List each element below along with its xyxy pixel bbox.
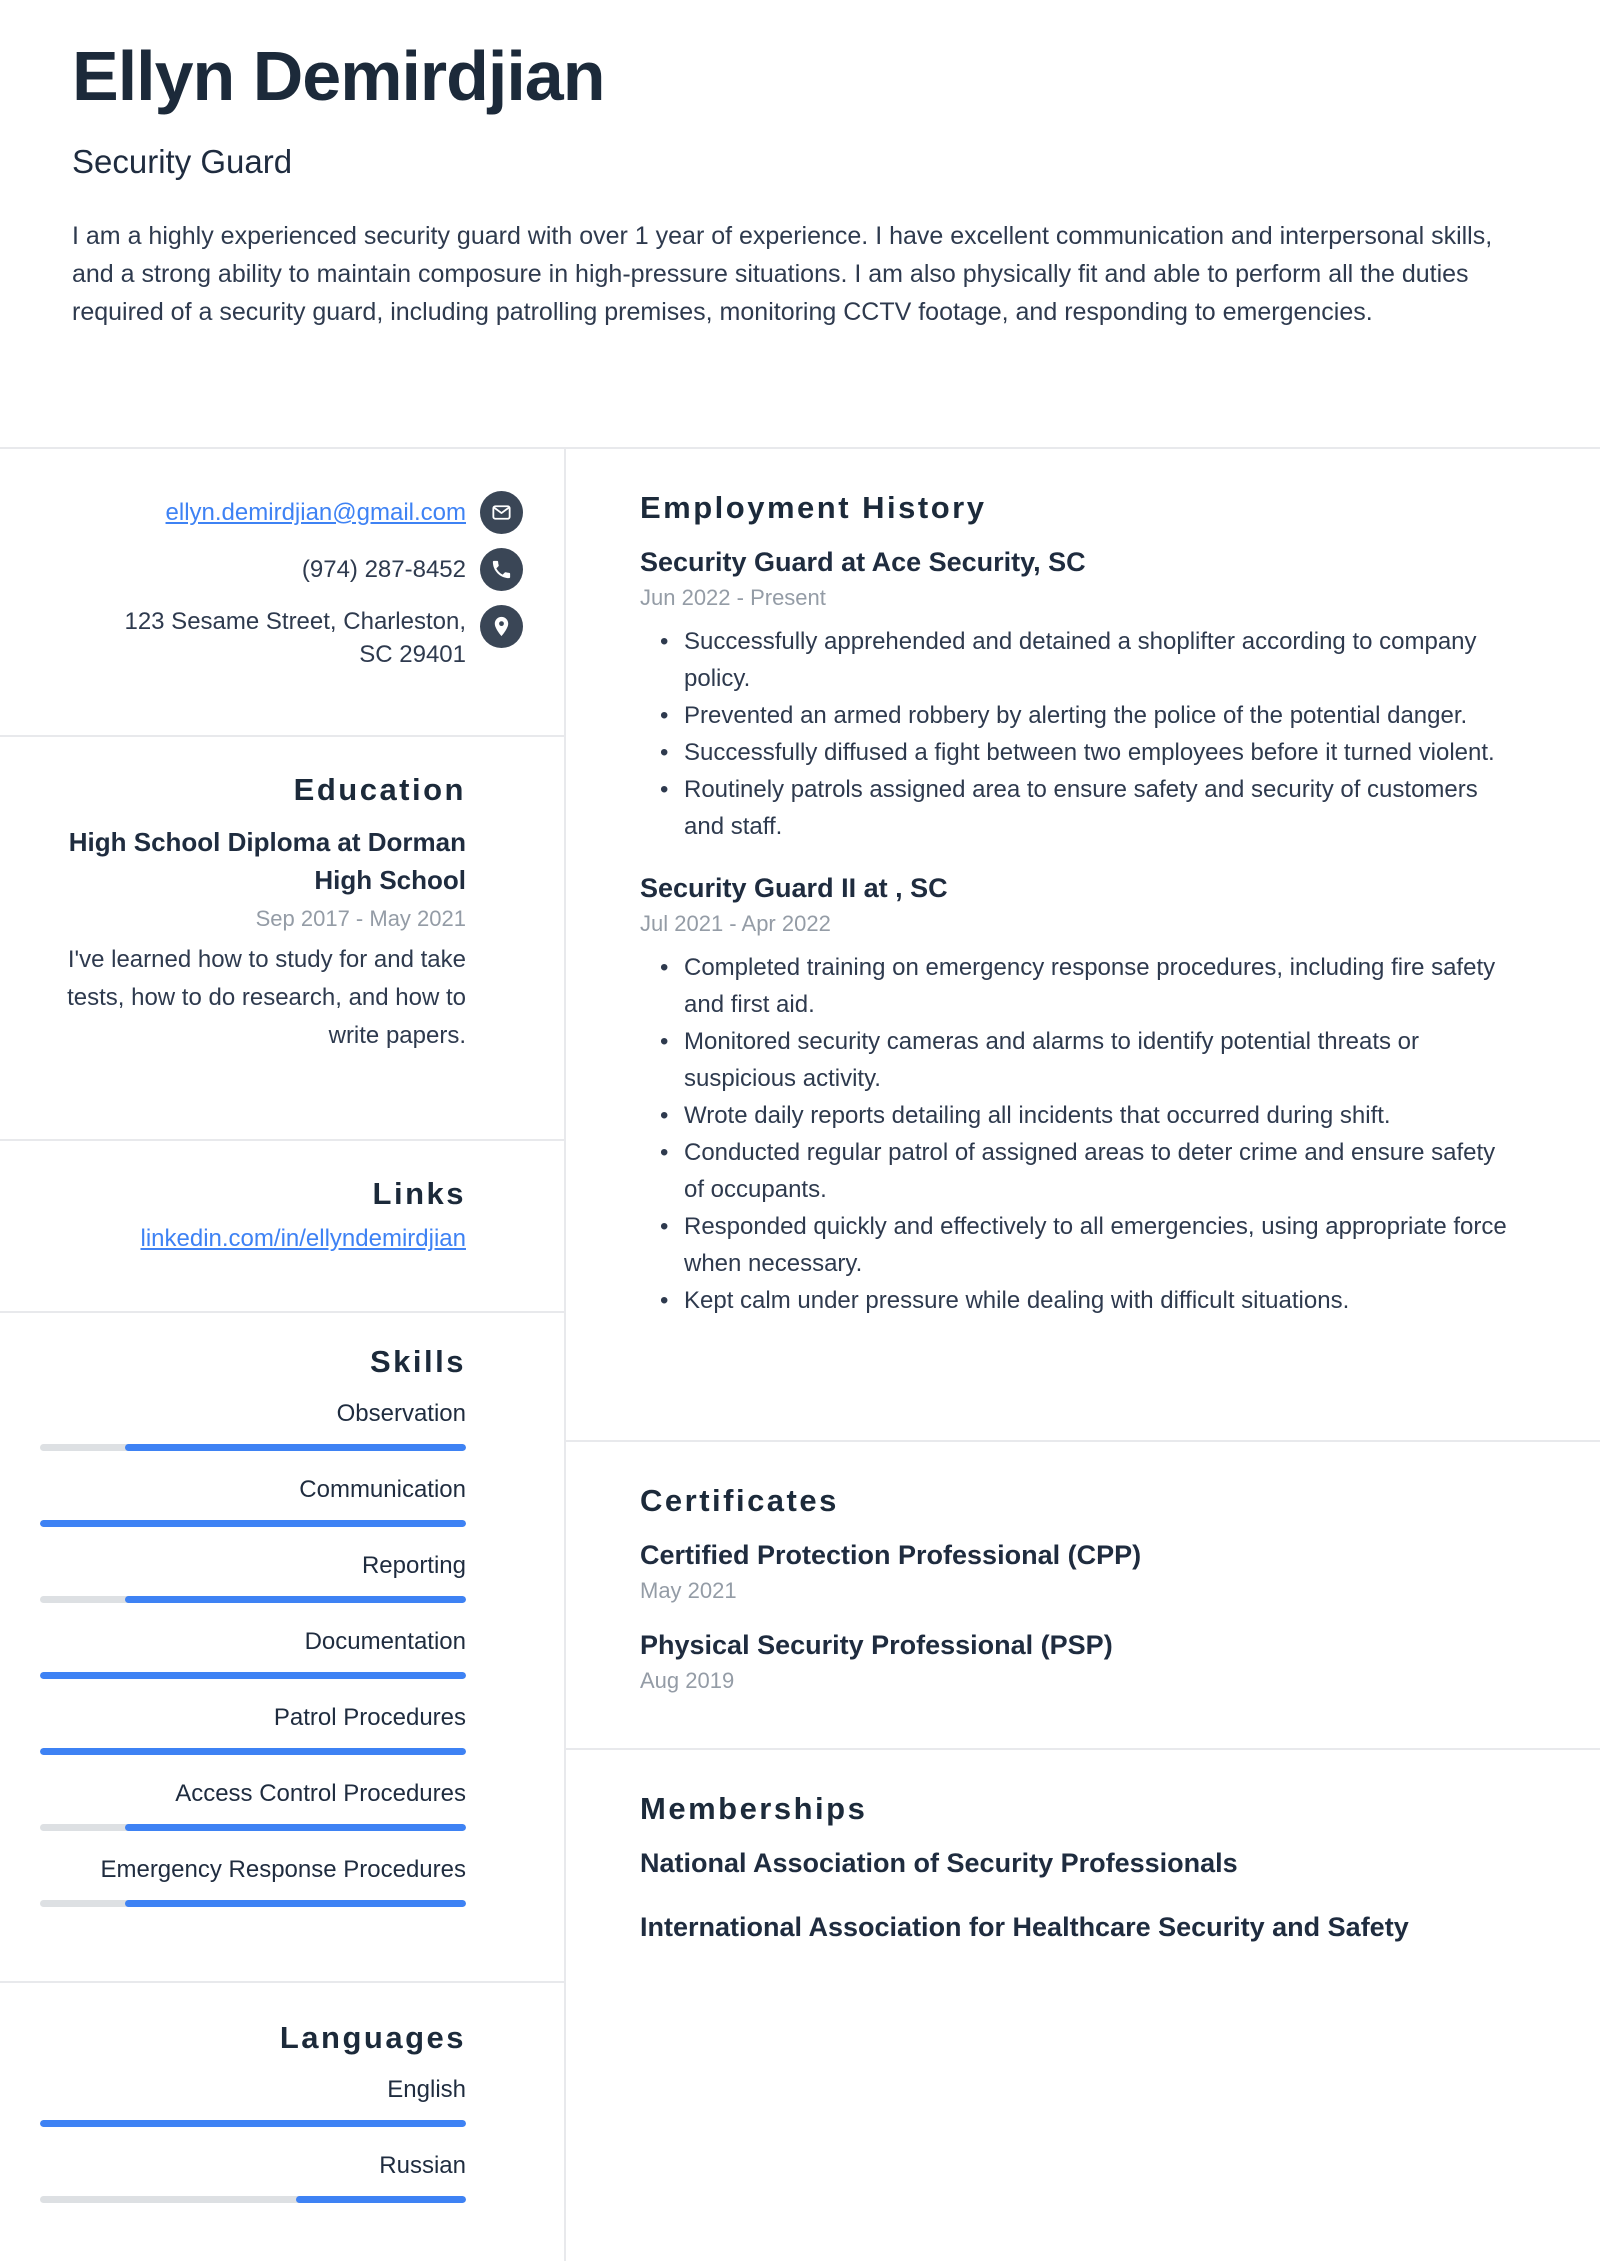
job-bullet: • Kept calm under pressure while dealing with difficult situations. bbox=[640, 1282, 1520, 1319]
language-bar bbox=[40, 2196, 466, 2203]
contact-email-row bbox=[40, 491, 523, 534]
job-bullet: • Successfully diffused a fight between two employees before it turned violent. bbox=[640, 734, 1520, 771]
languages-section bbox=[0, 1983, 564, 2261]
skill-bar bbox=[40, 1824, 466, 1831]
job-bullets bbox=[640, 949, 1520, 1319]
link-row bbox=[40, 1225, 466, 1253]
skill-item bbox=[40, 1473, 466, 1527]
address-text bbox=[124, 605, 466, 671]
certificates-heading: Certificates bbox=[640, 1483, 839, 1518]
skills-section bbox=[0, 1313, 564, 1983]
employment-heading: Employment History bbox=[640, 490, 987, 525]
certificate-entry bbox=[640, 1538, 1520, 1606]
language-bar-fill bbox=[40, 2120, 466, 2127]
membership-title: International Association for Healthcare Security and Safety bbox=[640, 1912, 1409, 1942]
job-bullet: • Wrote daily reports detailing all incidents that occurred during shift. bbox=[640, 1097, 1520, 1134]
skill-item bbox=[40, 1777, 466, 1831]
skill-bar bbox=[40, 1520, 466, 1527]
skill-name: Patrol Procedures bbox=[273, 1704, 466, 1731]
skill-name: Reporting bbox=[361, 1552, 466, 1579]
candidate-job-title: Security Guard bbox=[72, 142, 293, 180]
location-icon bbox=[480, 605, 523, 648]
job-bullet: • Routinely patrols assigned area to ensure safety and security of customers and staff. bbox=[640, 771, 1520, 845]
language-item bbox=[40, 2149, 466, 2203]
language-bar-fill bbox=[296, 2196, 466, 2203]
skill-bar bbox=[40, 1672, 466, 1679]
skill-bar-fill bbox=[125, 1444, 466, 1451]
skill-bar bbox=[40, 1748, 466, 1755]
skill-bar bbox=[40, 1900, 466, 1907]
job-bullet: • Prevented an armed robbery by alerting the police of the potential danger. bbox=[640, 697, 1520, 734]
jobs-list bbox=[640, 545, 1520, 1319]
resume-body bbox=[0, 449, 1600, 2261]
email-icon bbox=[480, 491, 523, 534]
job-entry bbox=[640, 871, 1520, 1319]
membership-entry bbox=[640, 1910, 1520, 1944]
skill-bar-fill bbox=[40, 1748, 466, 1755]
address-line-2: SC 29401 bbox=[359, 641, 466, 668]
skills-heading: Skills bbox=[370, 1344, 466, 1379]
memberships-section bbox=[566, 1750, 1600, 1974]
language-name: English bbox=[387, 2076, 466, 2103]
contact-section bbox=[0, 449, 564, 737]
job-bullet: • Monitored security cameras and alarms to identify potential threats or suspicious activity. bbox=[640, 1023, 1520, 1097]
skill-bar bbox=[40, 1444, 466, 1451]
membership-title: National Association of Security Professionals bbox=[640, 1848, 1238, 1878]
job-bullet: • Completed training on emergency response procedures, including fire safety and first aid. bbox=[640, 949, 1520, 1023]
skill-name: Communication bbox=[299, 1476, 466, 1503]
job-bullets bbox=[640, 623, 1520, 845]
languages-list bbox=[40, 2073, 466, 2203]
links-list bbox=[40, 1225, 466, 1253]
job-dates: Jun 2022 - Present bbox=[640, 585, 826, 610]
skill-name: Observation bbox=[336, 1400, 466, 1427]
resume-header bbox=[0, 0, 1600, 449]
education-section bbox=[0, 737, 564, 1141]
skill-item bbox=[40, 1701, 466, 1755]
candidate-name: Ellyn Demirdjian bbox=[72, 37, 605, 115]
contact-phone-row bbox=[40, 548, 523, 591]
email-link[interactable]: ellyn.demirdjian@gmail.com bbox=[165, 498, 466, 526]
job-bullet: • Conducted regular patrol of assigned areas to deter crime and ensure safety of occupants. bbox=[640, 1134, 1520, 1208]
job-entry bbox=[640, 545, 1520, 845]
skill-bar-fill bbox=[125, 1824, 466, 1831]
certificates-section bbox=[566, 1442, 1600, 1750]
address-line-1: 123 Sesame Street, Charleston, bbox=[124, 608, 466, 635]
language-name: Russian bbox=[379, 2152, 466, 2179]
memberships-heading: Memberships bbox=[640, 1791, 868, 1826]
skills-list bbox=[40, 1397, 466, 1907]
language-item bbox=[40, 2073, 466, 2127]
memberships-list bbox=[640, 1846, 1520, 1944]
skill-bar-fill bbox=[40, 1672, 466, 1679]
job-title: Security Guard at Ace Security, SC bbox=[640, 547, 1086, 577]
certificate-date: Aug 2019 bbox=[640, 1668, 735, 1693]
certificate-title: Physical Security Professional (PSP) bbox=[640, 1630, 1113, 1660]
job-title: Security Guard II at , SC bbox=[640, 873, 948, 903]
links-section bbox=[0, 1141, 564, 1313]
skill-name: Access Control Procedures bbox=[175, 1780, 466, 1807]
education-description: I've learned how to study for and take tests, how to do research, and how to write papers. bbox=[67, 946, 466, 1049]
linkedin-link[interactable]: linkedin.com/in/ellyndemirdjian bbox=[140, 1225, 466, 1252]
membership-entry bbox=[640, 1846, 1520, 1880]
education-degree: High School Diploma at Dorman High School bbox=[68, 827, 466, 895]
education-heading: Education bbox=[293, 772, 466, 807]
sidebar bbox=[0, 449, 566, 2261]
skill-item bbox=[40, 1397, 466, 1451]
phone-icon bbox=[480, 548, 523, 591]
phone-number: (974) 287-8452 bbox=[301, 556, 466, 583]
language-bar bbox=[40, 2120, 466, 2127]
contact-address-row bbox=[40, 605, 523, 671]
job-bullet: • Successfully apprehended and detained a shoplifter according to company policy. bbox=[640, 623, 1520, 697]
job-bullet: • Responded quickly and effectively to all emergencies, using appropriate force when necessary. bbox=[640, 1208, 1520, 1282]
certificates-list bbox=[640, 1538, 1520, 1696]
skill-bar bbox=[40, 1596, 466, 1603]
languages-heading: Languages bbox=[279, 2020, 466, 2055]
education-dates: Sep 2017 - May 2021 bbox=[255, 906, 466, 931]
certificate-title: Certified Protection Professional (CPP) bbox=[640, 1540, 1142, 1570]
main-column bbox=[566, 449, 1600, 2261]
summary-text: I am a highly experienced security guard with over 1 year of experience. I have excellent communication and interpersonal skills, and a strong ability to maintain composure in high-pressure situations. I am also physically fit and able to perform all the duties required of a security guard, including patrolling premises, monitoring CCTV footage, and responding to emergencies. bbox=[72, 221, 1493, 326]
skill-item bbox=[40, 1853, 466, 1907]
skill-name: Emergency Response Procedures bbox=[100, 1856, 466, 1883]
skill-bar-fill bbox=[125, 1596, 466, 1603]
certificate-entry bbox=[640, 1628, 1520, 1696]
skill-bar-fill bbox=[40, 1520, 466, 1527]
links-heading: Links bbox=[372, 1176, 466, 1211]
skill-bar-fill bbox=[125, 1900, 466, 1907]
skill-name: Documentation bbox=[304, 1628, 466, 1655]
skill-item bbox=[40, 1549, 466, 1603]
job-dates: Jul 2021 - Apr 2022 bbox=[640, 911, 831, 936]
employment-section bbox=[566, 449, 1600, 1442]
skill-item bbox=[40, 1625, 466, 1679]
certificate-date: May 2021 bbox=[640, 1578, 737, 1603]
